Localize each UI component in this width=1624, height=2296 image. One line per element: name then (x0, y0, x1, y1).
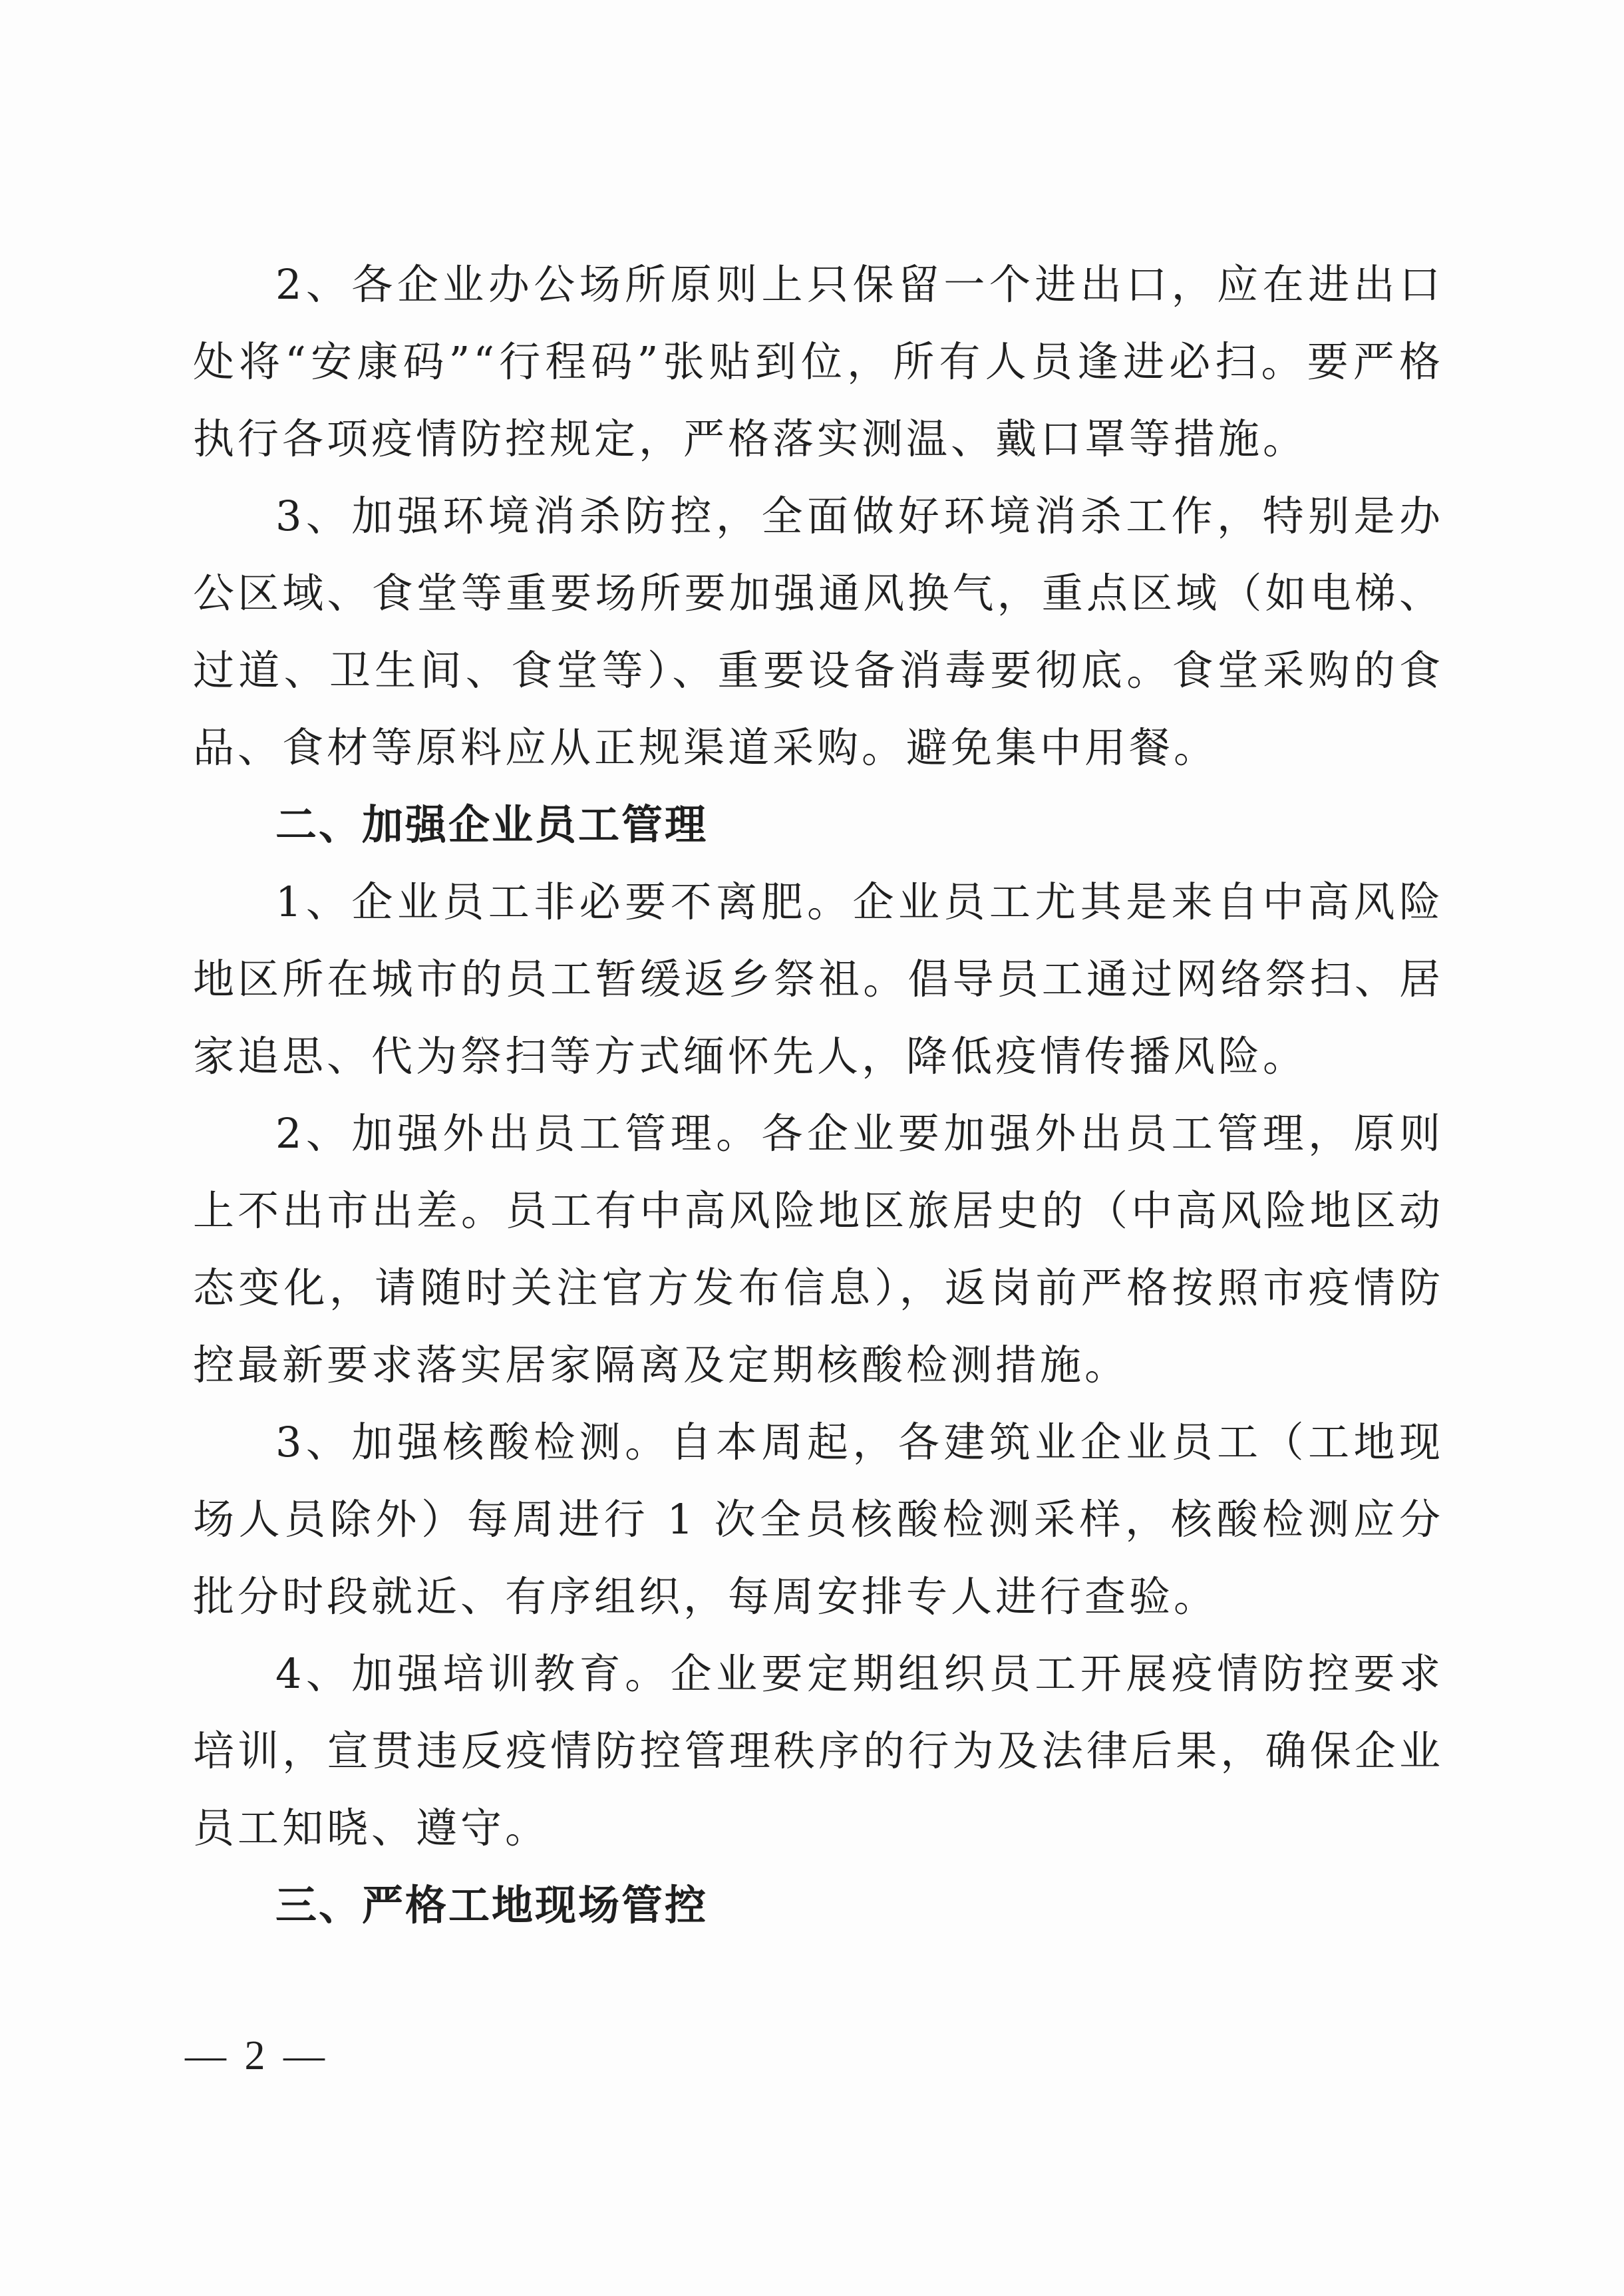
page-number: — 2 — (185, 2033, 329, 2078)
paragraph-office-entrance: 2、各企业办公场所原则上只保留一个进出口，应在进出口处将“安康码”“行程码”张贴到位，所有人员逢进必扫。要严格执行各项疫情防控规定，严格落实测温、戴口罩等措施。 (193, 260, 1444, 463)
section-heading-site-control: 三、严格工地现场管控 (275, 1881, 709, 1929)
document-body (193, 246, 1444, 1944)
section-heading-staff-management: 二、加强企业员工管理 (275, 800, 709, 849)
paragraph-training: 4、加强培训教育。企业要定期组织员工开展疫情防控要求培训，宣贯违反疫情防控管理秩序的行为及法律后果，确保企业员工知晓、遵守。 (193, 1649, 1444, 1852)
paragraph-disinfection: 3、加强环境消杀防控，全面做好环境消杀工作，特别是办公区域、食堂等重要场所要加强通风换气，重点区域（如电梯、过道、卫生间、食堂等）、重要设备消毒要彻底。食堂采购的食品、食材等原料应从正规渠道采购。避免集中用餐。 (193, 492, 1444, 772)
paragraph-nucleic-testing: 3、加强核酸检测。自本周起，各建筑业企业员工（工地现场人员除外）每周进行 1 次全员核酸检测采样，核酸检测应分批分时段就近、有序组织，每周安排专人进行查验。 (193, 1418, 1444, 1621)
paragraph-travel-management: 2、加强外出员工管理。各企业要加强外出员工管理，原则上不出市出差。员工有中高风险地区旅居史的（中高风险地区动态变化，请随时关注官方发布信息），返岗前严格按照市疫情防控最新要求落实居家隔离及定期核酸检测措施。 (193, 1109, 1444, 1389)
paragraph-stay-in-city: 1、企业员工非必要不离肥。企业员工尤其是来自中高风险地区所在城市的员工暂缓返乡祭祖。倡导员工通过网络祭扫、居家追思、代为祭扫等方式缅怀先人，降低疫情传播风险。 (193, 878, 1444, 1080)
